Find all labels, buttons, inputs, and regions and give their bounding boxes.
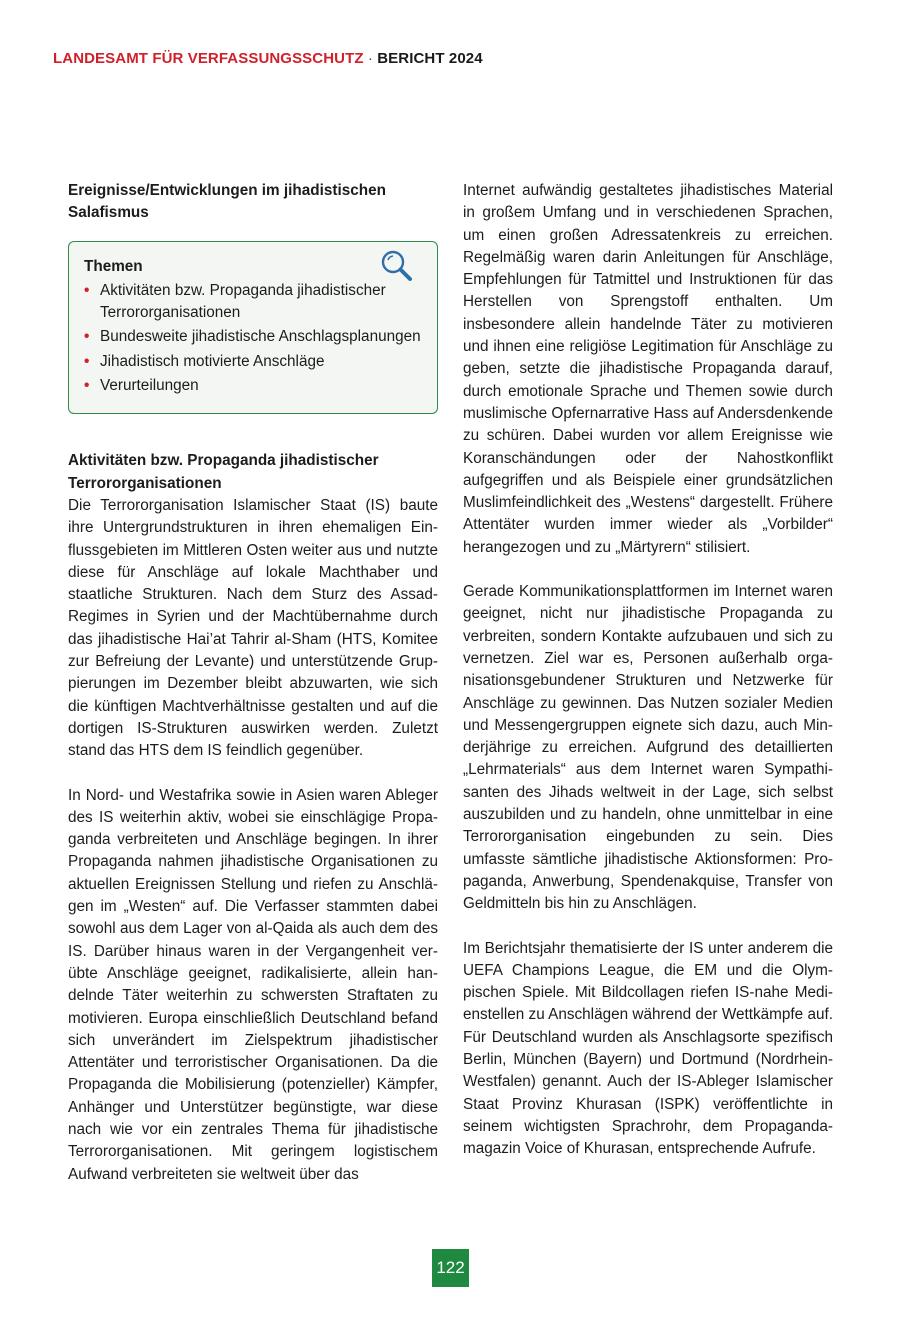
topics-list [84, 280, 421, 397]
topic-item [84, 280, 421, 325]
section-heading-line2: Salafismus [68, 204, 149, 222]
bullet-icon: • [84, 281, 90, 299]
subsection-heading-line2: Terrororganisationen [68, 474, 222, 492]
topic-item [84, 375, 421, 397]
running-header [53, 50, 483, 67]
magnifier-icon [379, 248, 415, 284]
topic-item-label: Jihadistisch motivierte Anschläge [100, 352, 325, 370]
header-report-title: BERICHT 2024 [377, 50, 483, 67]
topic-item [84, 326, 421, 348]
header-separator: · [363, 50, 378, 67]
topics-box [68, 241, 438, 415]
body-paragraph-3: Internet aufwändig gestaltetes jihadistisches Material in großem Umfang und in verschiedenen Sprachen, um einen großen Adressatenkreis zu erreichen. Regelmäßig waren darin Anleitungen für Anschläge, Empfehlungen für Tatmittel und Instruktionen für das Herstellen von Sprengstoff enthalten. Um insbesondere allein handelnde Täter zu motivieren und ihnen eine religiöse Legitimation für Anschläge zu geben, setzte die jihadistische Propaganda darauf, durch emotionale Sprache und Themen sowie durch muslimische Opfernarrative Hass auf Andersdenkende zu schüren. Dabei wurden vor allem Ereignisse wie Koranschändungen oder der Nahostkonflikt aufgegriffen und als Beispiele einer grundsätzlichen Muslimfeindlichkeit des „Westens“ dargestellt. Frühere Attentäter wurden immer wieder als „Vorbilder“ herangezogen und zu „Märtyrern“ stilisiert. [463, 182, 833, 556]
topics-title: Themen [84, 257, 143, 275]
bullet-icon: • [84, 328, 90, 346]
topic-item-label: Verurteilungen [100, 377, 199, 395]
body-paragraph-4: Gerade Kommunikationsplattformen im Internet waren geeignet, nicht nur jihadistische Propaganda zu verbreiten, sondern Kontakte aufzubauen und sich zu vernetzen. Ziel war es, Personen außerhalb organisationsgebundener Strukturen und Netzwerke für Anschläge zu gewinnen. Das Nutzen sozialer Medien und Messengergruppen eignete sich dazu, auch Minderjährige zu erreichen. Aufgrund des detaillierten „Lehrmaterials“ aus dem Internet waren Sympathisanten des Jihads weltweit in der Lage, sich selbst auszubilden und zu handeln, ohne unmittelbar in eine Terrororganisation eingebunden zu sein. Dies umfasste sämtliche jihadistische Aktionsformen: Propaganda, Anwerbung, Spendenakquise, Transfer von Geldmitteln bis hin zu Anschlägen. [463, 583, 833, 913]
section-heading [68, 180, 438, 225]
subsection-heading-line1: Aktivitäten bzw. Propaganda jihadistischer [68, 452, 379, 470]
body-paragraph-5: Im Berichtsjahr thematisierte der IS unter anderem die UEFA Champions League, die EM und die Olympischen Spiele. Mit Bildcollagen riefen IS-nahe Medienstellen zu Anschlägen während der Wettkämpfe auf. Für Deutschland wurden als Anschlagsorte spezifisch Berlin, München (Bayern) und Dortmund (Nordrhein-Westfalen) genannt. Auch der IS-Ableger Islamischer Staat Provinz Khurasan (ISPK) veröffentlichte in seinem wichtigsten Sprachrohr, dem Propagandamagazin Voice of Khurasan, entsprechende Aufrufe. [463, 939, 833, 1158]
topic-item-label: Aktivitäten bzw. Propaganda jihadistischer Terrororganisationen [100, 281, 386, 322]
right-column [463, 180, 833, 1160]
left-column [68, 180, 438, 1186]
body-paragraph-2: In Nord- und Westafrika sowie in Asien waren Ableger des IS weiterhin aktiv, wobei sie einschlägige Propaganda verbreiteten und Anschläge begingen. In ihrer Propaganda nahmen jihadistische Organisationen zu aktuellen Ereignissen Stellung und riefen zu Anschlägen im „Westen“ auf. Die Verfasser stammten dabei sowohl aus dem Lager von al-Qaida als auch dem des IS. Darüber hinaus waren in der Vergangenheit verübte Anschläge geeignet, radikalisierte, allein handelnde Täter weiterhin zu schwersten Straftaten zu motivieren. Europa einschließlich Deutschland befand sich unverändert im Zielspektrum jihadistischer Attentäter und terroristischer Organisationen. Da die Propaganda die Mobilisierung (potenzieller) Kämpfer, Anhänger und Unterstützer begünstigte, war diese nach wie vor ein zentrales Thema für jihadistische Terrororganisationen. Mit geringem logistischem Aufwand verbreiteten sie weltweit über das [68, 786, 438, 1183]
bullet-icon: • [84, 377, 90, 395]
topic-item-label: Bundesweite jihadistische Anschlagsplanungen [100, 328, 421, 346]
subsection-heading [68, 450, 438, 495]
header-organization: LANDESAMT FÜR VERFASSUNGSSCHUTZ [53, 50, 364, 67]
topic-item [84, 351, 421, 373]
bullet-icon: • [84, 352, 90, 370]
body-paragraph-1: Die Terrororganisation Islamischer Staat (IS) baute ihre Untergrundstrukturen in ihren ehemaligen Einflussgebieten im Mittleren Osten weiter aus und nutzte diese für Anschläge auf lokale Machthaber und staatliche Strukturen. Nach dem Sturz des Assad-Regimes in Syrien und der Machtübernahme durch das jihadistische Hai’at Tahrir al-Sham (HTS, Komitee zur Befreiung der Levante) und unterstützende Gruppierungen im Dezember bleibt abzuwarten, wie sich die künftigen Machtverhältnisse gestalten und auf die dortigen IS-Strukturen auswirken werden. Zuletzt stand das HTS dem IS feindlich gegenüber. [68, 496, 438, 760]
section-heading-line1: Ereignisse/Entwicklungen im jihadistischen [68, 182, 386, 199]
page-number: 122 [432, 1249, 469, 1287]
